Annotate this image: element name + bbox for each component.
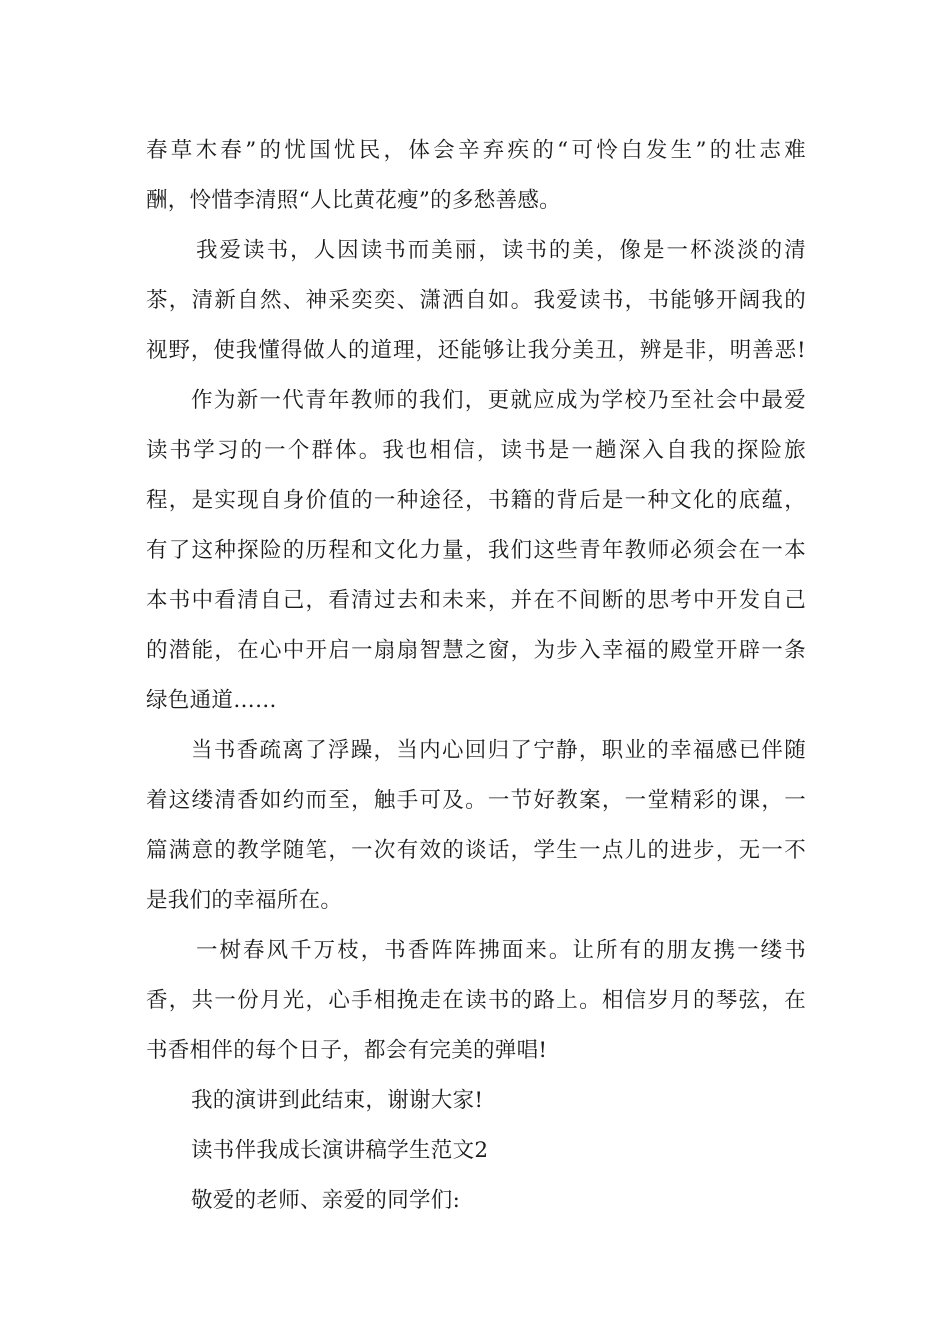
text-line: 视野，使我懂得做人的道理，还能够让我分美丑，辨是非，明善恶! (146, 338, 806, 363)
text-line: 书香相伴的每个日子，都会有完美的弹唱! (146, 1038, 548, 1063)
paragraph-first-line: 一树春风千万枝，书香阵阵拂面来。让所有的朋友携一缕书 (196, 938, 806, 963)
text-line: 本书中看清自己，看清过去和未来，并在不间断的思考中开发自己 (146, 588, 806, 613)
closing-line: 我的演讲到此结束，谢谢大家! (191, 1088, 484, 1113)
text-line: 有了这种探险的历程和文化力量，我们这些青年教师必须会在一本 (146, 538, 806, 563)
text-line: 茶，清新自然、神采奕奕、潇洒自如。我爱读书，书能够开阔我的 (146, 288, 806, 313)
text-line: 香，共一份月光，心手相挽走在读书的路上。相信岁月的琴弦，在 (146, 988, 806, 1013)
paragraph-first-line: 当书香疏离了浮躁，当内心回归了宁静，职业的幸福感已伴随 (191, 738, 806, 763)
text-line: 绿色通道…… (146, 688, 277, 713)
paragraph-first-line: 作为新一代青年教师的我们，更就应成为学校乃至社会中最爱 (191, 388, 806, 413)
text-line: 读书学习的一个群体。我也相信，读书是一趟深入自我的探险旅 (146, 438, 806, 463)
paragraph-first-line: 我爱读书，人因读书而美丽，读书的美，像是一杯淡淡的清 (196, 238, 806, 263)
text-line: 的潜能，在心中开启一扇扇智慧之窗，为步入幸福的殿堂开辟一条 (146, 638, 806, 663)
text-line: 是我们的幸福所在。 (146, 888, 343, 913)
text-line: 酬，怜惜李清照“人比黄花瘦”的多愁善感。 (146, 188, 561, 213)
text-line: 春草木春”的忧国忧民，体会辛弃疾的“可怜白发生”的壮志难 (146, 138, 806, 163)
text-line: 程，是实现自身价值的一种途径，书籍的背后是一种文化的底蕴， (146, 488, 806, 513)
text-line: 着这缕清香如约而至，触手可及。一节好教案，一堂精彩的课，一 (146, 788, 806, 813)
salutation: 敬爱的老师、亲爱的同学们: (191, 1188, 461, 1213)
section-title: 读书伴我成长演讲稿学生范文2 (191, 1138, 489, 1163)
text-line: 篇满意的教学随笔，一次有效的谈话，学生一点儿的进步，无一不 (146, 838, 806, 863)
